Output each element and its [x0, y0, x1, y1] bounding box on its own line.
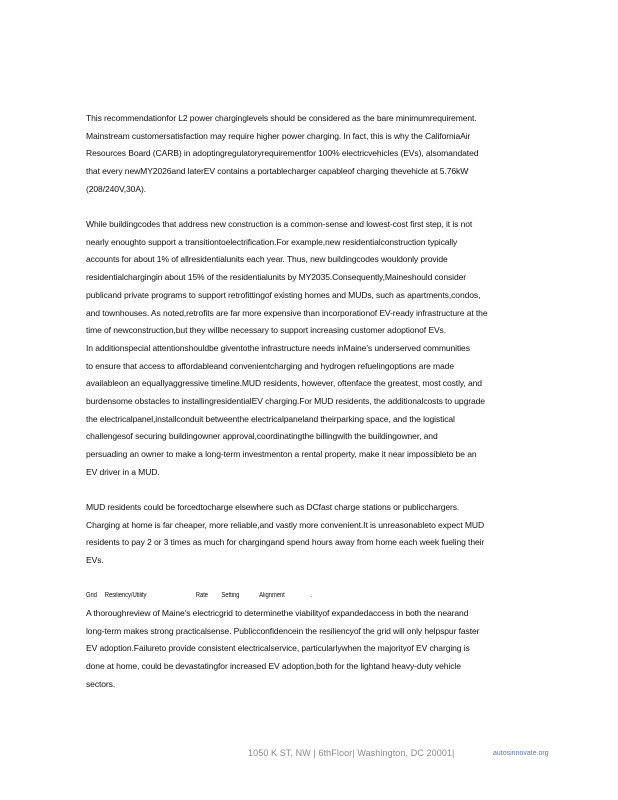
text-line: Charging at home is far cheaper, more reliable,and vastly more convenient.It is unreasonableto expect MUD	[86, 519, 485, 530]
text-line: In additionspecial attentionshouldbe giventothe infrastructure needs inMaine's underserved communities	[86, 342, 470, 353]
heading-word: Setting	[221, 592, 240, 600]
text-line: residentialchargingin about 15% of the residentialunits by MY2035.Consequently,Maineshould consider	[86, 272, 467, 283]
text-line: Mainstream customersatisfaction may require higher power charging. In fact, this is why the CaliforniaAir	[86, 130, 471, 141]
heading-word: Rate	[195, 592, 208, 600]
text-line: residents to pay 2 or 3 times as much for chargingand spend hours away from home each week fueling their	[86, 537, 485, 548]
paragraph-charging-levels	[86, 110, 584, 199]
document-body	[86, 110, 584, 693]
text-line: publicand private programs to support retrofittingof existing homes and MUDs, such as apartments,condos,	[86, 289, 481, 300]
text-line: EVs.	[86, 555, 104, 566]
text-line: done at home, could be devastatingfor increased EV adoption,both for the lightand heavy-duty vehicle	[86, 660, 461, 671]
text-line: This recommendationfor L2 power charginglevels should be considered as the bare minimumrequirement.	[86, 113, 477, 123]
paragraph-gap	[86, 570, 584, 588]
text-line: burdensome obstacles to installingresidentialEV charging.For MUD residents, the additionalcosts to upgrade	[86, 396, 485, 407]
text-line: EV adoption.Failureto provide consistent electricalservice, particularlywhen the majorityof EV charging is	[86, 643, 470, 654]
text-line: the electricalpanel,installconduit betweenthe electricalpaneland theirparking space, and the logistical	[86, 413, 455, 424]
heading-word: Alignment	[259, 592, 285, 600]
text-line: nearly enoughto support a transitiontoelectrification.For example,new residentialconstruction typically	[86, 236, 458, 247]
paragraph-grid-review	[86, 605, 584, 694]
heading-word: Grid	[86, 592, 97, 600]
text-line: MUD residents could be forcedtocharge elsewhere such as DCfast charge stations or publicchargers.	[86, 502, 460, 513]
text-line: EV driver in a MUD.	[86, 466, 160, 477]
footer-website-link[interactable]: autosinnovate.org	[493, 750, 549, 757]
text-line: time of newconstruction,but they willbe necessary to support increasing customer adoptionof EVs.	[86, 325, 447, 336]
heading-word: Resiliency/Utility	[104, 592, 147, 600]
text-line: persuading an owner to make a long-term investmenton a rental property, make it near impossibleto be an	[86, 449, 477, 460]
text-line: accounts for about 1% of allresidentialunits each year. Thus, new buildingcodes wouldonly provide	[86, 254, 448, 265]
text-line: and townhouses. As noted,retrofits are far more expensive than incorporationof EV-ready infrastructure at the	[86, 307, 488, 318]
text-line: long-term makes strong practicalsense. Publicconfidencein the resiliencyof the grid will only helpspur faster	[86, 625, 480, 636]
text-line: that every newMY2026and laterEV contains a portablecharger capableof charging thevehicle at 5.76kW	[86, 166, 469, 177]
text-line: A thoroughreview of Maine's electricgrid to determinethe viabilityof expandedaccess in both the nearand	[86, 607, 469, 618]
page-footer	[0, 748, 618, 764]
section-heading	[86, 587, 514, 605]
text-line: availableon an equallyaggressive timeline.MUD residents, however, oftenface the greatest, most costly, and	[86, 378, 482, 389]
text-line: challengesof securing buildingowner approval,coordinatingthe billingwith the buildingowner, and	[86, 431, 438, 442]
text-line: Resources Board (CARB) in adoptingregulatoryrequirementfor 100% electricvehicles (EVs), alsomandated	[86, 148, 479, 159]
footer-address: 1050 K ST, NW | 6thFloor| Washington, DC 20001|	[248, 748, 455, 758]
paragraph-building-codes	[86, 216, 584, 482]
paragraph-mud-residents	[86, 499, 584, 570]
text-line: While buildingcodes that address new construction is a common-sense and lowest-cost first step, it is not	[86, 219, 473, 230]
text-line: to ensure that access to affordableand convenientcharging and hydrogen refuelingoptions are made	[86, 360, 454, 371]
text-line: (208/240V,30A).	[86, 183, 146, 194]
heading-word: .	[310, 592, 313, 600]
paragraph-gap	[86, 199, 584, 217]
text-line: sectors.	[86, 678, 116, 689]
paragraph-gap	[86, 482, 584, 500]
